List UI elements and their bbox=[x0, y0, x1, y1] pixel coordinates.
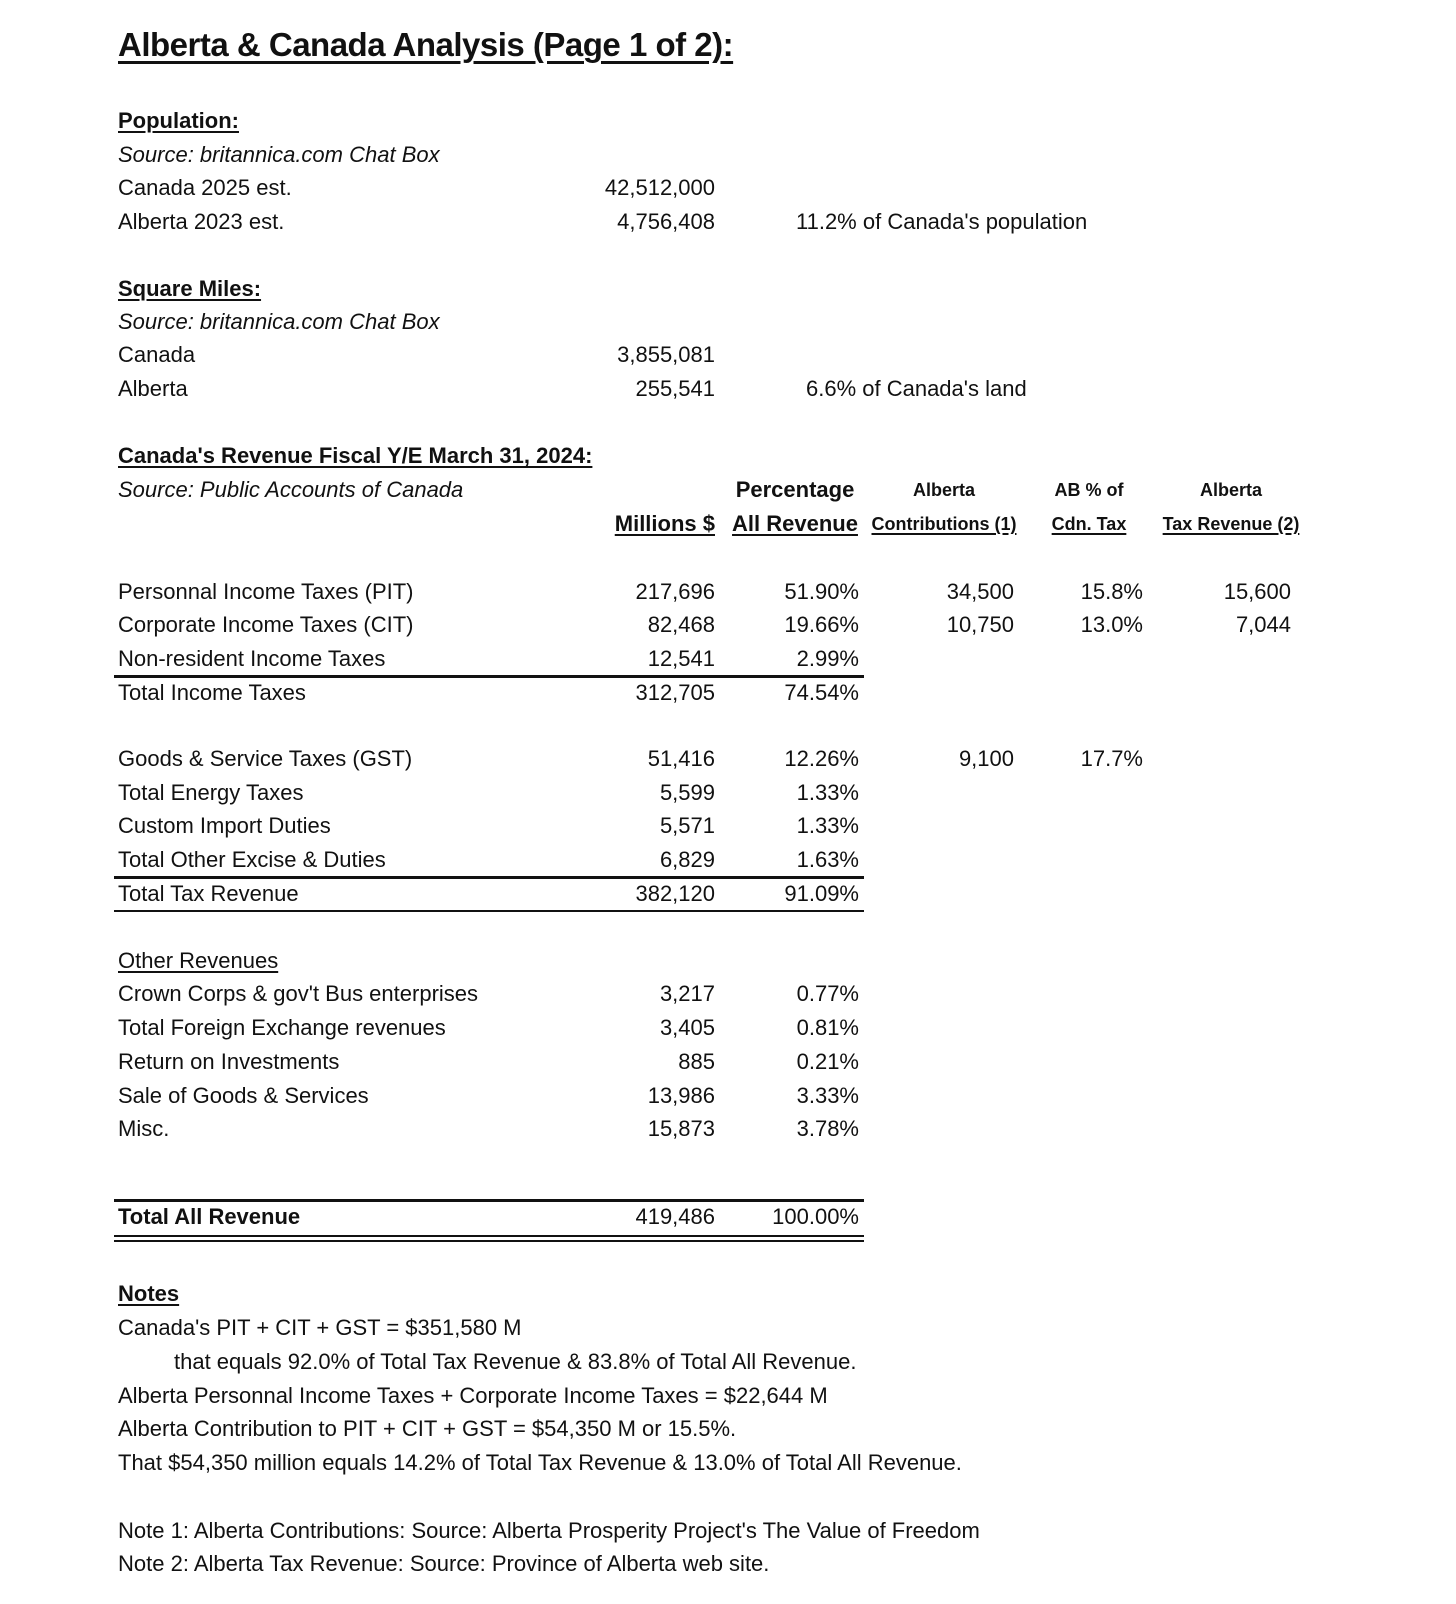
row-ab-contrib: 34,500 bbox=[946, 579, 1014, 604]
column-header-ab-contrib-top: Alberta bbox=[912, 480, 975, 500]
row-millions: 15,873 bbox=[647, 1116, 715, 1141]
row-millions: 5,599 bbox=[659, 780, 715, 805]
row-pct: 1.33% bbox=[796, 780, 859, 805]
note-line: Canada's PIT + CIT + GST = $351,580 M bbox=[118, 1315, 522, 1340]
grand-total-double-rule-2 bbox=[114, 1240, 864, 1242]
total-tax-label: Total Tax Revenue bbox=[118, 881, 299, 906]
row-millions: 3,217 bbox=[659, 981, 715, 1006]
grand-total-double-rule-1 bbox=[114, 1235, 864, 1237]
row-pct: 51.90% bbox=[784, 579, 859, 604]
row-pct: 1.33% bbox=[796, 813, 859, 838]
column-header-ab-pct-top: AB % of bbox=[1054, 480, 1124, 500]
row-label: Return on Investments bbox=[118, 1049, 340, 1074]
note-line: Alberta Personnal Income Taxes + Corporate Income Taxes = $22,644 M bbox=[118, 1383, 828, 1408]
column-header-percentage-top: Percentage bbox=[735, 477, 855, 502]
column-header-ab-tax-top: Alberta bbox=[1199, 480, 1262, 500]
row-ab-pct: 15.8% bbox=[1080, 579, 1143, 604]
population-alberta-note: 11.2% of Canada's population bbox=[796, 209, 1088, 234]
population-heading: Population: bbox=[118, 108, 239, 133]
total-income-pct: 74.54% bbox=[784, 680, 859, 705]
square-miles-canada-label: Canada bbox=[118, 342, 196, 367]
row-ab-contrib: 10,750 bbox=[946, 612, 1014, 637]
population-alberta-label: Alberta 2023 est. bbox=[118, 209, 285, 234]
population-canada-label: Canada 2025 est. bbox=[118, 175, 292, 200]
row-millions: 3,405 bbox=[659, 1015, 715, 1040]
footnote-1: Note 1: Alberta Contributions: Source: Alberta Prosperity Project's The Value of Freedom bbox=[118, 1518, 980, 1543]
square-miles-source: Source: britannica.com Chat Box bbox=[118, 309, 440, 334]
square-miles-canada-value: 3,855,081 bbox=[617, 342, 715, 367]
revenue-source: Source: Public Accounts of Canada bbox=[118, 477, 464, 502]
total-tax-pct: 91.09% bbox=[784, 881, 859, 906]
row-pct: 2.99% bbox=[796, 646, 859, 671]
total-income-millions: 312,705 bbox=[635, 680, 715, 705]
square-miles-alberta-note: 6.6% of Canada's land bbox=[806, 376, 1027, 401]
note-line: That $54,350 million equals 14.2% of Total Tax Revenue & 13.0% of Total All Revenue. bbox=[118, 1450, 962, 1475]
note-line: Alberta Contribution to PIT + CIT + GST = $54,350 M or 15.5%. bbox=[118, 1416, 737, 1441]
row-pct: 0.77% bbox=[796, 981, 859, 1006]
row-label: Non-resident Income Taxes bbox=[118, 646, 386, 671]
row-millions: 5,571 bbox=[659, 813, 715, 838]
row-pct: 0.81% bbox=[796, 1015, 859, 1040]
row-millions: 217,696 bbox=[635, 579, 715, 604]
page-title: Alberta & Canada Analysis (Page 1 of 2): bbox=[118, 26, 734, 63]
row-pct: 12.26% bbox=[784, 746, 859, 771]
row-label: Sale of Goods & Services bbox=[118, 1083, 369, 1108]
other-revenues-heading: Other Revenues bbox=[118, 948, 279, 973]
row-millions: 13,986 bbox=[647, 1083, 715, 1108]
column-header-ab-tax-bottom: Tax Revenue (2) bbox=[1162, 514, 1300, 534]
row-label: Personnal Income Taxes (PIT) bbox=[118, 579, 414, 604]
row-millions: 6,829 bbox=[659, 847, 715, 872]
row-label: Goods & Service Taxes (GST) bbox=[118, 746, 413, 771]
total-tax-millions: 382,120 bbox=[635, 881, 715, 906]
row-label: Corporate Income Taxes (CIT) bbox=[118, 612, 414, 637]
row-millions: 12,541 bbox=[647, 646, 715, 671]
note-line: that equals 92.0% of Total Tax Revenue & 83.8% of Total All Revenue. bbox=[174, 1349, 857, 1374]
row-ab-pct: 13.0% bbox=[1080, 612, 1143, 637]
notes-heading: Notes bbox=[118, 1281, 180, 1306]
footnote-2: Note 2: Alberta Tax Revenue: Source: Province of Alberta web site. bbox=[118, 1551, 770, 1576]
row-pct: 19.66% bbox=[784, 612, 859, 637]
population-source: Source: britannica.com Chat Box bbox=[118, 142, 440, 167]
row-pct: 3.78% bbox=[796, 1116, 859, 1141]
total-all-pct: 100.00% bbox=[772, 1204, 859, 1229]
total-income-label: Total Income Taxes bbox=[118, 680, 306, 705]
row-pct: 1.63% bbox=[796, 847, 859, 872]
row-ab-tax: 7,044 bbox=[1235, 612, 1291, 637]
row-millions: 82,468 bbox=[647, 612, 715, 637]
row-label: Misc. bbox=[118, 1116, 170, 1141]
total-rule bbox=[114, 910, 864, 912]
row-label: Total Other Excise & Duties bbox=[118, 847, 386, 872]
row-label: Custom Import Duties bbox=[118, 813, 331, 838]
column-header-ab-contrib-bottom: Contributions (1) bbox=[871, 514, 1017, 534]
row-label: Total Energy Taxes bbox=[118, 780, 304, 805]
row-millions: 51,416 bbox=[647, 746, 715, 771]
row-pct: 3.33% bbox=[796, 1083, 859, 1108]
square-miles-heading: Square Miles: bbox=[118, 276, 262, 301]
population-canada-value: 42,512,000 bbox=[604, 175, 715, 200]
column-header-ab-pct-bottom: Cdn. Tax bbox=[1051, 514, 1127, 534]
row-label: Crown Corps & gov't Bus enterprises bbox=[118, 981, 479, 1006]
row-ab-tax: 15,600 bbox=[1223, 579, 1291, 604]
row-ab-pct: 17.7% bbox=[1080, 746, 1143, 771]
square-miles-alberta-label: Alberta bbox=[118, 376, 188, 401]
row-millions: 885 bbox=[678, 1049, 715, 1074]
column-header-millions: Millions $ bbox=[614, 511, 715, 536]
population-alberta-value: 4,756,408 bbox=[617, 209, 715, 234]
square-miles-alberta-value: 255,541 bbox=[635, 376, 715, 401]
total-all-millions: 419,486 bbox=[635, 1204, 715, 1229]
revenue-heading: Canada's Revenue Fiscal Y/E March 31, 2024: bbox=[118, 443, 593, 468]
row-pct: 0.21% bbox=[796, 1049, 859, 1074]
column-header-percentage-bottom: All Revenue bbox=[732, 511, 858, 536]
row-label: Total Foreign Exchange revenues bbox=[118, 1015, 446, 1040]
total-all-label: Total All Revenue bbox=[118, 1204, 301, 1229]
row-ab-contrib: 9,100 bbox=[958, 746, 1014, 771]
